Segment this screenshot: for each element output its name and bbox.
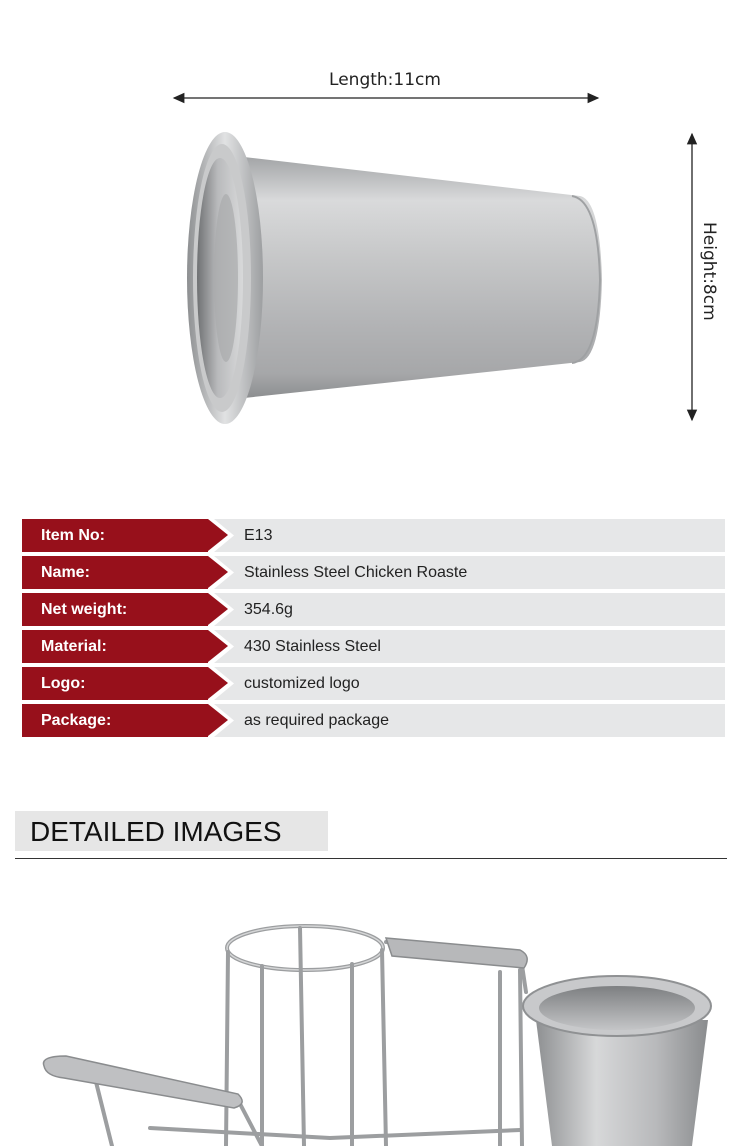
detail-cup-body [536, 1020, 708, 1146]
spec-label: Item No: [41, 527, 105, 544]
section-title: DETAILED IMAGES [30, 816, 282, 847]
detail-cup-opening [539, 986, 695, 1030]
section-divider [15, 858, 727, 859]
spec-label: Logo: [41, 675, 86, 692]
spec-value: customized logo [244, 675, 360, 692]
spec-label: Net weight: [41, 601, 128, 618]
spec-row-package [22, 704, 725, 737]
length-label: Length:11cm [329, 70, 441, 90]
cup-body [244, 157, 602, 398]
spec-row-net-weight [22, 593, 725, 626]
spec-value: Stainless Steel Chicken Roaste [244, 564, 468, 581]
rack-handle-back [386, 938, 527, 968]
spec-label: Package: [41, 712, 112, 729]
detail-product-image [0, 860, 750, 1146]
spec-value: as required package [244, 712, 389, 729]
spec-value: E13 [244, 527, 273, 544]
spec-value: 430 Stainless Steel [244, 638, 381, 655]
spec-label: Material: [41, 638, 107, 655]
product-hero-image [0, 0, 750, 450]
rack-handle-front [43, 1056, 242, 1108]
spec-value: 354.6g [244, 601, 293, 618]
spec-value-bg [214, 519, 725, 552]
spec-row-item-no [22, 519, 725, 552]
spec-row-name [22, 556, 725, 589]
spec-row-material [22, 630, 725, 663]
spec-label: Name: [41, 564, 90, 581]
height-label: Height:8cm [699, 222, 719, 321]
spec-row-logo [22, 667, 725, 700]
